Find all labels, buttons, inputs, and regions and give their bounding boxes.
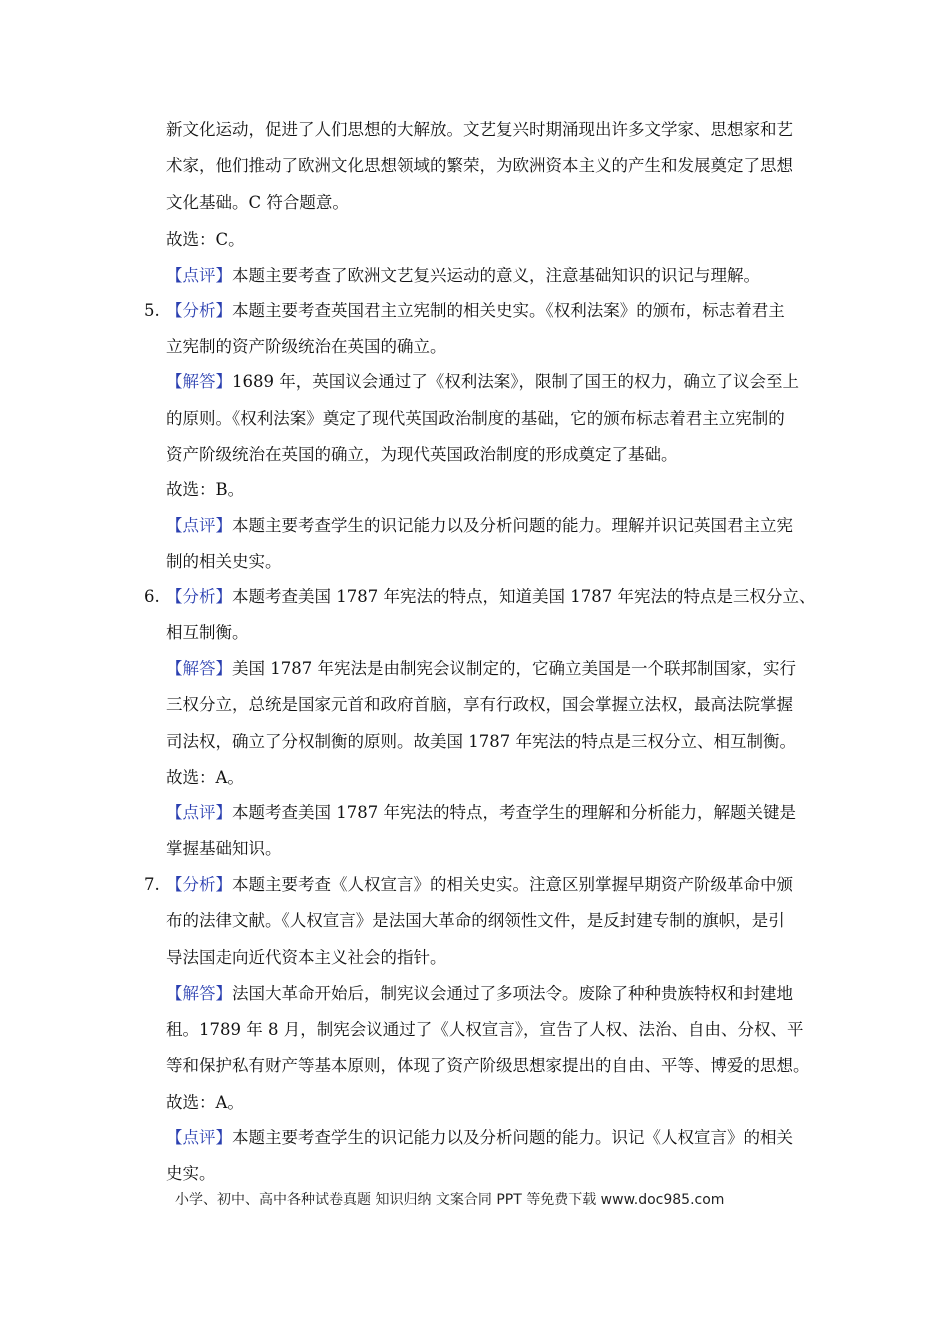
- q7-analysis: [166, 874, 793, 896]
- analysis-text: 本题考查美国 1787 年宪法的特点，知道美国 1787 年宪法的特点是三权分立、: [232, 587, 816, 606]
- question-number: 5.: [144, 301, 160, 320]
- review-text: 本题主要考查学生的识记能力以及分析问题的能力。识记《人权宣言》的相关: [232, 1128, 793, 1147]
- q6-review: [166, 802, 796, 824]
- analysis-tag: 【分析】: [166, 875, 232, 894]
- q5-answer-line: 的原则。《权利法案》奠定了现代英国政治制度的基础，它的颁布标志着君主立宪制的: [166, 409, 785, 428]
- q6-analysis-line: 相互制衡。: [166, 623, 249, 642]
- q6-answer-line: 三权分立，总统是国家元首和政府首脑，享有行政权，国会掌握立法权，最高法院掌握: [166, 695, 793, 714]
- answer-text: 法国大革命开始后，制宪议会通过了多项法令。废除了种种贵族特权和封建地: [232, 984, 793, 1003]
- q5-choice: 故选：B。: [166, 480, 245, 499]
- analysis-text: 本题主要考查《人权宣言》的相关史实。注意区别掌握早期资产阶级革命中颁: [232, 875, 793, 894]
- q4-text-line: 术家，他们推动了欧洲文化思想领域的繁荣，为欧洲资本主义的产生和发展奠定了思想: [166, 156, 793, 175]
- answer-tag: 【解答】: [166, 372, 232, 391]
- q6-analysis: [166, 586, 815, 608]
- q6-review-line: 掌握基础知识。: [166, 839, 282, 858]
- q4-text-line: 新文化运动，促进了人们思想的大解放。文艺复兴时期涌现出许多文学家、思想家和艺: [166, 120, 793, 139]
- review-text: 本题主要考查学生的识记能力以及分析问题的能力。理解并识记英国君主立宪: [232, 516, 793, 535]
- footer-text: 小学、初中、高中各种试卷真题 知识归纳 文案合同 PPT 等免费下载 www.doc985.com: [175, 1192, 725, 1208]
- answer-text: 1689 年，英国议会通过了《权利法案》，限制了国王的权力，确立了议会至上: [232, 372, 799, 391]
- q6-answer: [166, 658, 796, 680]
- q4-review: [166, 265, 760, 287]
- review-text: 本题主要考查了欧洲文艺复兴运动的意义，注意基础知识的识记与理解。: [232, 266, 760, 285]
- analysis-tag: 【分析】: [166, 301, 232, 320]
- q4-choice: 故选：C。: [166, 230, 245, 249]
- q6-choice: 故选：A。: [166, 768, 244, 787]
- analysis-text: 本题主要考查英国君主立宪制的相关史实。《权利法案》的颁布，标志着君主: [232, 301, 785, 320]
- answer-text: 美国 1787 年宪法是由制宪会议制定的，它确立美国是一个联邦制国家，实行: [232, 659, 796, 678]
- review-tag: 【点评】: [166, 1128, 232, 1147]
- answer-tag: 【解答】: [166, 659, 232, 678]
- review-tag: 【点评】: [166, 803, 232, 822]
- q5-review: [166, 515, 793, 537]
- q4-text-line: 文化基础。C 符合题意。: [166, 193, 349, 212]
- analysis-tag: 【分析】: [166, 587, 232, 606]
- review-text: 本题考查美国 1787 年宪法的特点，考查学生的理解和分析能力，解题关键是: [232, 803, 796, 822]
- review-tag: 【点评】: [166, 516, 232, 535]
- q5-analysis-line: 立宪制的资产阶级统治在英国的确立。: [166, 337, 447, 356]
- q7-answer-line: 等和保护私有财产等基本原则，体现了资产阶级思想家提出的自由、平等、博爱的思想。: [166, 1056, 810, 1075]
- review-tag: 【点评】: [166, 266, 232, 285]
- q7-answer-line: 租。1789 年 8 月，制宪会议通过了《人权宣言》，宣告了人权、法治、自由、分权、平: [166, 1020, 804, 1039]
- question-number: 7.: [144, 875, 160, 894]
- question-number: 6.: [144, 587, 160, 606]
- q7-choice: 故选：A。: [166, 1093, 244, 1112]
- q7-review-line: 史实。: [166, 1164, 216, 1183]
- q7-analysis-line: 导法国走向近代资本主义社会的指针。: [166, 948, 447, 967]
- q7-analysis-line: 布的法律文献。《人权宣言》是法国大革命的纲领性文件，是反封建专制的旗帜，是引: [166, 911, 785, 930]
- q5-answer-line: 资产阶级统治在英国的确立，为现代英国政治制度的形成奠定了基础。: [166, 445, 678, 464]
- q6-answer-line: 司法权，确立了分权制衡的原则。故美国 1787 年宪法的特点是三权分立、相互制衡。: [166, 732, 796, 751]
- q7-review: [166, 1127, 793, 1149]
- q5-analysis: [166, 300, 785, 322]
- q7-answer: [166, 983, 793, 1005]
- q5-answer: [166, 371, 799, 393]
- answer-tag: 【解答】: [166, 984, 232, 1003]
- q5-review-line: 制的相关史实。: [166, 552, 282, 571]
